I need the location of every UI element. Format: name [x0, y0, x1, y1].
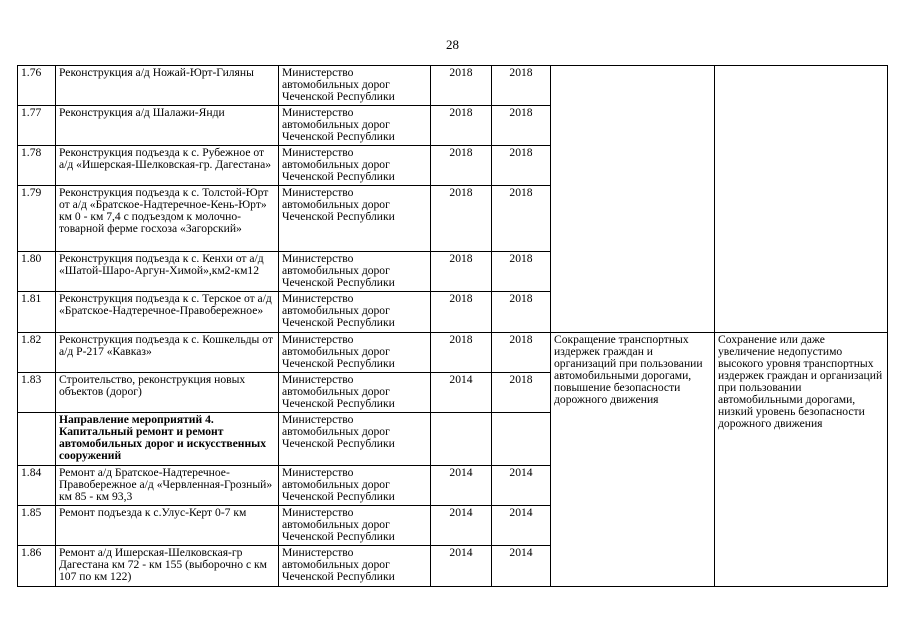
- start-year: [431, 413, 492, 466]
- start-year: 2018: [431, 186, 492, 252]
- end-year: 2018: [492, 106, 551, 146]
- table-row: [18, 333, 888, 373]
- row-number: 1.76: [18, 66, 56, 106]
- executor: Министерство автомобильных дорог Чеченской Республики: [279, 546, 431, 587]
- start-year: 2018: [431, 66, 492, 106]
- measure-name: Ремонт а/д Братское-Надтеречное-Правобережное а/д «Червленная-Грозный» км 85 - км 93,3: [56, 466, 279, 506]
- start-year: 2014: [431, 506, 492, 546]
- start-year: 2014: [431, 546, 492, 587]
- end-year: 2018: [492, 186, 551, 252]
- indicator-cell-empty: [715, 66, 888, 333]
- row-number: 1.80: [18, 252, 56, 292]
- end-year: 2014: [492, 506, 551, 546]
- start-year: 2018: [431, 333, 492, 373]
- executor: Министерство автомобильных дорог Чеченской Республики: [279, 146, 431, 186]
- row-number: 1.77: [18, 106, 56, 146]
- expected-result: Сокращение транспортных издержек граждан и организаций при пользовании автомобильными дорогами, повышение безопасности дорожного движения: [551, 333, 715, 587]
- start-year: 2018: [431, 106, 492, 146]
- end-year: 2018: [492, 292, 551, 333]
- start-year: 2014: [431, 373, 492, 413]
- executor: Министерство автомобильных дорог Чеченской Республики: [279, 373, 431, 413]
- measures-table: [17, 65, 888, 587]
- row-number: 1.84: [18, 466, 56, 506]
- measure-name: Строительство, реконструкция новых объектов (дорог): [56, 373, 279, 413]
- start-year: 2018: [431, 252, 492, 292]
- executor: Министерство автомобильных дорог Чеченской Республики: [279, 252, 431, 292]
- executor: Министерство автомобильных дорог Чеченской Республики: [279, 186, 431, 252]
- start-year: 2018: [431, 146, 492, 186]
- executor: Министерство автомобильных дорог Чеченской Республики: [279, 413, 431, 466]
- executor: Министерство автомобильных дорог Чеченской Республики: [279, 106, 431, 146]
- end-year: [492, 413, 551, 466]
- executor: Министерство автомобильных дорог Чеченской Республики: [279, 506, 431, 546]
- start-year: 2014: [431, 466, 492, 506]
- indicator-text: Сохранение или даже увеличение недопустимо высокого уровня транспортных издержек граждан и организаций при пользовании автомобильными дорогами, низкий уровень безопасности дорожного движения: [715, 333, 888, 587]
- row-number: 1.85: [18, 506, 56, 546]
- section-heading: Направление мероприятий 4. Капитальный ремонт и ремонт автомобильных дорог и искусственных сооружений: [56, 413, 279, 466]
- measure-name: Ремонт а/д Ишерская-Шелковская-гр Дагестана км 72 - км 155 (выборочно с км 107 по км 122): [56, 546, 279, 587]
- executor: Министерство автомобильных дорог Чеченской Республики: [279, 466, 431, 506]
- end-year: 2018: [492, 252, 551, 292]
- executor: Министерство автомобильных дорог Чеченской Республики: [279, 66, 431, 106]
- row-number: 1.82: [18, 333, 56, 373]
- result-cell-empty: [551, 66, 715, 333]
- executor: Министерство автомобильных дорог Чеченской Республики: [279, 292, 431, 333]
- row-number: 1.79: [18, 186, 56, 252]
- measure-name: Реконструкция подъезда к с. Терское от а/д «Братское-Надтеречное-Правобережное»: [56, 292, 279, 333]
- row-number: 1.78: [18, 146, 56, 186]
- measure-name: Ремонт подъезда к с.Улус-Керт 0-7 км: [56, 506, 279, 546]
- row-number: 1.86: [18, 546, 56, 587]
- end-year: 2018: [492, 146, 551, 186]
- end-year: 2014: [492, 466, 551, 506]
- row-number: 1.83: [18, 373, 56, 413]
- end-year: 2018: [492, 66, 551, 106]
- measure-name: Реконструкция а/д Ножай-Юрт-Гиляны: [56, 66, 279, 106]
- measure-name: Реконструкция подъезда к с. Рубежное от а/д «Ишерская-Шелковская-гр. Дагестана»: [56, 146, 279, 186]
- table-row: [18, 66, 888, 106]
- page-number: 28: [446, 37, 459, 52]
- measure-name: Реконструкция подъезда к с. Толстой-Юрт от а/д «Братское-Надтеречное-Кень-Юрт» км 0 - км 7,4 с подъездом к молочно-товарной ферме госхоза «Загорский»: [56, 186, 279, 252]
- row-number: 1.81: [18, 292, 56, 333]
- end-year: 2018: [492, 333, 551, 373]
- measure-name: Реконструкция подъезда к с. Кошкельды от а/д Р-217 «Кавказ»: [56, 333, 279, 373]
- executor: Министерство автомобильных дорог Чеченской Республики: [279, 333, 431, 373]
- measure-name: Реконструкция подъезда к с. Кенхи от а/д «Шатой-Шаро-Аргун-Химой»,км2-км12: [56, 252, 279, 292]
- end-year: 2018: [492, 373, 551, 413]
- start-year: 2018: [431, 292, 492, 333]
- end-year: 2014: [492, 546, 551, 587]
- row-number: [18, 413, 56, 466]
- measure-name: Реконструкция а/д Шалажи-Янди: [56, 106, 279, 146]
